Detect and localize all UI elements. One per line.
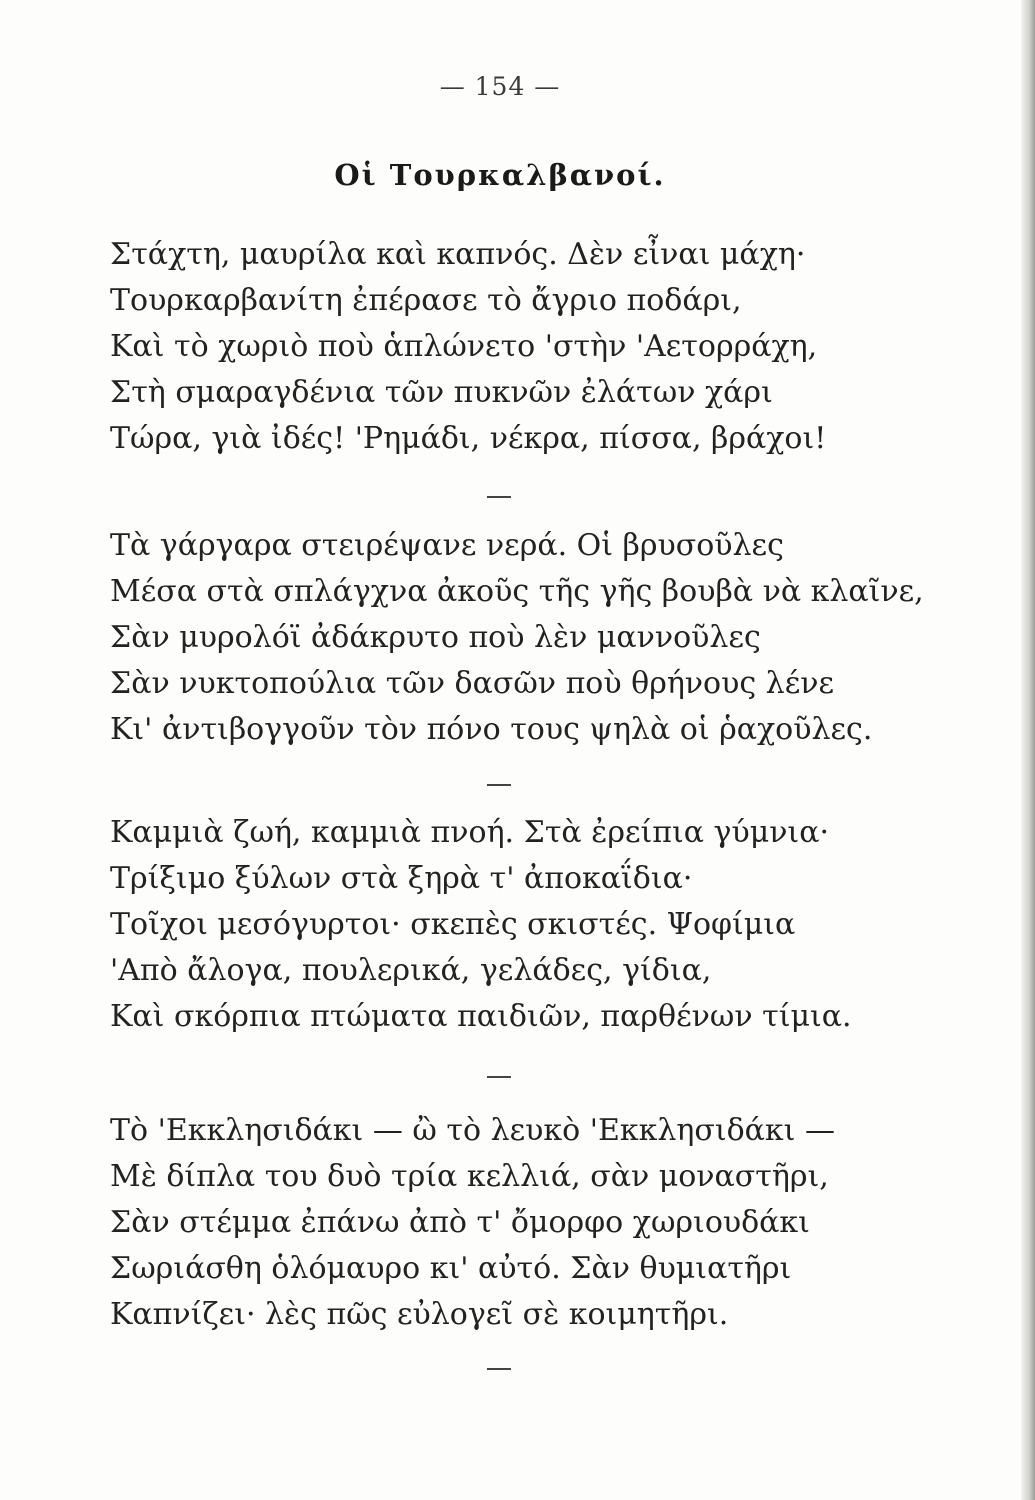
verse-line: Στὴ σμαραγδένια τῶν πυκνῶν ἐλάτων χάρι [110,375,773,410]
verse-line: Καὶ σκόρπια πτώματα παιδιῶν, παρθένων τίμια. [110,999,852,1034]
stanza-3 [110,810,970,1040]
page-edge-shadow [1021,0,1035,1500]
verse-line: Μὲ δίπλα του δυὸ τρία κελλιά, σὰν μοναστῆρι, [110,1159,829,1194]
verse-line: Τρίξιμο ξύλων στὰ ξηρὰ τ' ἀποκαΐδια· [110,861,693,896]
verse-line: Σὰν νυκτοπούλια τῶν δασῶν ποὺ θρήνους λένε [110,666,835,701]
verse-line: 'Απὸ ἄλογα, πουλερικά, γελάδες, γίδια, [110,953,712,988]
verse-line: Σὰν μυρολόϊ ἀδάκρυτο ποὺ λὲν μαννοῦλες [110,620,761,655]
verse-line: Τουρκαρβανίτη ἐπέρασε τὸ ἄγριο ποδάρι, [110,283,742,318]
stanza-separator [487,496,511,498]
verse-line: Κι' ἀντιβογγοῦν τὸν πόνο τους ψηλὰ οἱ ῥαχοῦλες. [110,712,873,747]
stanza-2 [110,523,970,753]
stanza-separator [487,784,511,786]
verse-line: Μέσα στὰ σπλάγχνα ἀκοῦς τῆς γῆς βουβὰ νὰ κλαῖνε, [110,574,924,609]
verse-line: Καμμιὰ ζωή, καμμιὰ πνοή. Στὰ ἐρείπια γύμνια· [110,815,829,850]
verse-line: Τοῖχοι μεσόγυρτοι· σκεπὲς σκιστές. Ψοφίμια [110,907,796,942]
verse-line: Σὰν στέμμα ἐπάνω ἀπὸ τ' ὄμορφο χωριουδάκι [110,1205,810,1240]
verse-line: Τώρα, γιὰ ἰδές! 'Ρημάδι, νέκρα, πίσσα, βράχοι! [110,421,827,456]
stanza-separator [487,1076,511,1078]
verse-line: Καὶ τὸ χωριὸ ποὺ ἁπλώνετο 'στὴν 'Αετορράχη, [110,329,818,364]
verse-line: Τὸ 'Εκκλησιδάκι — ὢ τὸ λευκὸ 'Εκκλησιδάκι — [110,1113,835,1148]
stanza-4 [110,1108,970,1338]
stanza-separator [487,1368,511,1370]
verse-line: Στάχτη, μαυρίλα καὶ καπνός. Δὲν εἶναι μάχη· [110,237,806,272]
page-number: — 154 — [439,72,561,101]
verse-line: Καπνίζει· λὲς πῶς εὐλογεῖ σὲ κοιμητῆρι. [110,1297,729,1332]
stanza-1 [110,232,970,462]
poem-title: Οἱ Τουρκαλβανοί. [334,158,666,192]
verse-line: Σωριάσθη ὁλόμαυρο κι' αὐτό. Σὰν θυμιατῆρι [110,1251,792,1286]
verse-line: Τὰ γάργαρα στειρέψανε νερά. Οἱ βρυσοῦλες [110,528,784,563]
